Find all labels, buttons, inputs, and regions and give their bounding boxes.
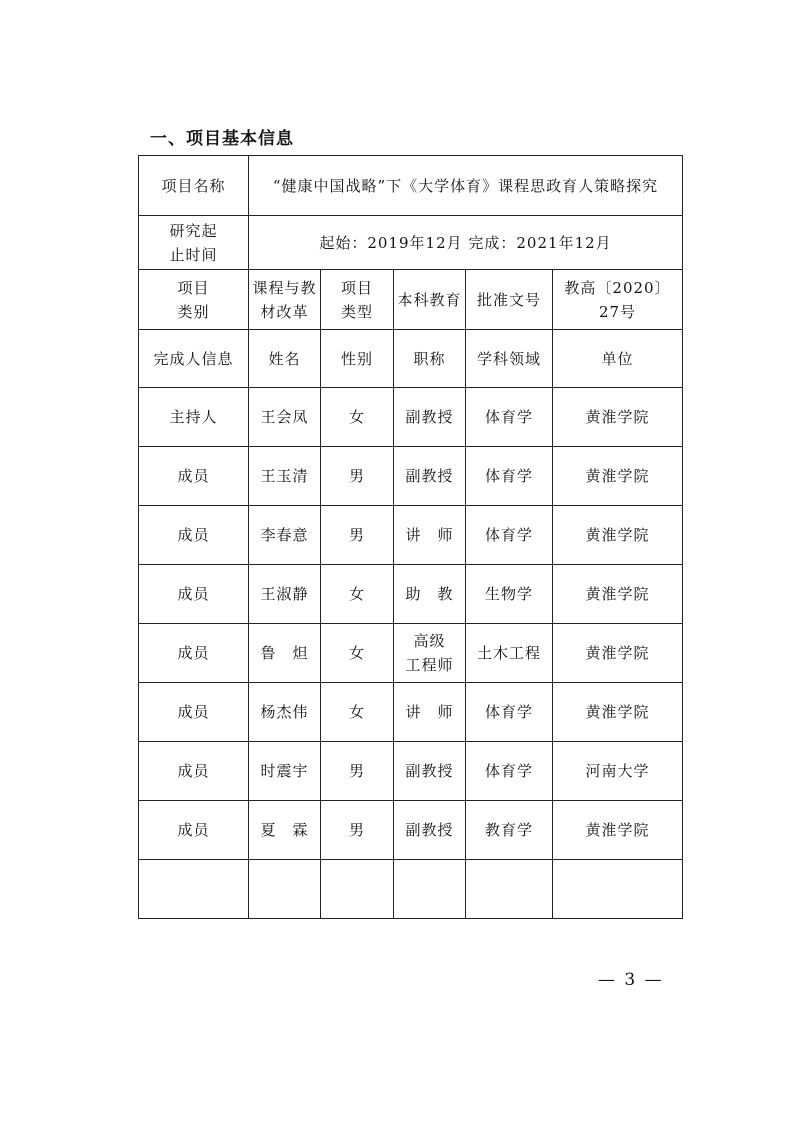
empty-cell (139, 860, 249, 919)
member-cell: 高级 工程师 (394, 624, 466, 683)
period-value: 起始：2019年12月 完成：2021年12月 (249, 216, 683, 270)
period-row (139, 216, 683, 270)
project-name-value: “健康中国战略”下《大学体育》课程思政育人策略探究 (249, 156, 683, 216)
member-cell: 女 (321, 565, 394, 624)
member-cell: 副教授 (394, 447, 466, 506)
doc-label: 批准文号 (466, 270, 553, 330)
header-cell: 学科领域 (466, 330, 553, 388)
project-name-label: 项目名称 (139, 156, 249, 216)
member-cell: 时震宇 (249, 742, 321, 801)
header-cell: 职称 (394, 330, 466, 388)
member-cell: 女 (321, 683, 394, 742)
member-cell: 成员 (139, 447, 249, 506)
member-cell: 黄淮学院 (553, 565, 683, 624)
member-cell: 黄淮学院 (553, 801, 683, 860)
member-cell: 体育学 (466, 683, 553, 742)
member-cell: 王会凤 (249, 388, 321, 447)
project-name-row (139, 156, 683, 216)
member-cell: 黄淮学院 (553, 506, 683, 565)
member-cell: 黄淮学院 (553, 388, 683, 447)
member-row (139, 742, 683, 801)
member-cell: 男 (321, 506, 394, 565)
header-cell: 性别 (321, 330, 394, 388)
member-cell: 土木工程 (466, 624, 553, 683)
member-cell: 体育学 (466, 388, 553, 447)
category-value: 课程与教 材改革 (249, 270, 321, 330)
type-label: 项目 类型 (321, 270, 394, 330)
member-row (139, 447, 683, 506)
page-number: — 3 — (598, 970, 664, 990)
member-cell: 副教授 (394, 742, 466, 801)
member-cell: 体育学 (466, 447, 553, 506)
member-cell: 主持人 (139, 388, 249, 447)
member-cell: 成员 (139, 801, 249, 860)
member-cell: 副教授 (394, 801, 466, 860)
category-label: 项目 类别 (139, 270, 249, 330)
member-cell: 成员 (139, 742, 249, 801)
member-cell: 女 (321, 624, 394, 683)
member-cell: 王淑静 (249, 565, 321, 624)
member-cell: 黄淮学院 (553, 683, 683, 742)
member-cell: 黄淮学院 (553, 624, 683, 683)
header-cell: 完成人信息 (139, 330, 249, 388)
member-cell: 助 教 (394, 565, 466, 624)
empty-cell (394, 860, 466, 919)
header-cell: 单位 (553, 330, 683, 388)
member-cell: 男 (321, 742, 394, 801)
member-cell: 黄淮学院 (553, 447, 683, 506)
doc-value: 教高〔2020〕 27号 (553, 270, 683, 330)
empty-cell (321, 860, 394, 919)
type-value: 本科教育 (394, 270, 466, 330)
empty-cell (466, 860, 553, 919)
member-cell: 成员 (139, 683, 249, 742)
member-cell: 体育学 (466, 742, 553, 801)
empty-row (139, 860, 683, 919)
empty-cell (249, 860, 321, 919)
member-cell: 成员 (139, 565, 249, 624)
member-row (139, 506, 683, 565)
member-cell: 女 (321, 388, 394, 447)
member-cell: 体育学 (466, 506, 553, 565)
empty-cell (553, 860, 683, 919)
member-row (139, 388, 683, 447)
member-cell: 男 (321, 801, 394, 860)
member-cell: 杨杰伟 (249, 683, 321, 742)
member-cell: 王玉清 (249, 447, 321, 506)
category-row (139, 270, 683, 330)
member-cell: 讲 师 (394, 683, 466, 742)
member-cell: 教育学 (466, 801, 553, 860)
header-cell: 姓名 (249, 330, 321, 388)
member-cell: 河南大学 (553, 742, 683, 801)
member-cell: 成员 (139, 506, 249, 565)
member-cell: 男 (321, 447, 394, 506)
member-cell: 李春意 (249, 506, 321, 565)
member-row (139, 565, 683, 624)
member-cell: 生物学 (466, 565, 553, 624)
period-label: 研究起 止时间 (139, 216, 249, 270)
member-cell: 成员 (139, 624, 249, 683)
member-row (139, 683, 683, 742)
member-cell: 讲 师 (394, 506, 466, 565)
project-info-table (138, 155, 683, 919)
members-header-row (139, 330, 683, 388)
member-cell: 夏 霖 (249, 801, 321, 860)
member-row (139, 624, 683, 683)
member-cell: 鲁 炟 (249, 624, 321, 683)
section-title: 一、项目基本信息 (150, 129, 294, 149)
member-cell: 副教授 (394, 388, 466, 447)
member-rows (139, 388, 683, 860)
member-row (139, 801, 683, 860)
